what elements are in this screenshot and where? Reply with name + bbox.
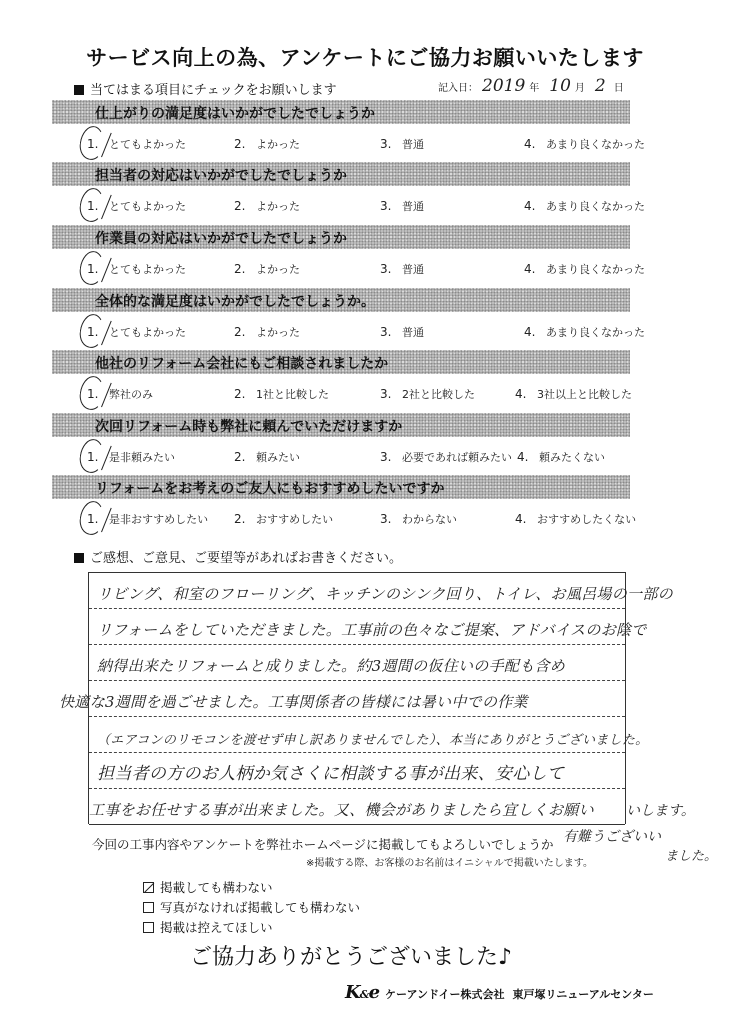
handwritten-thanks: 有難うございい bbox=[563, 829, 661, 845]
option-label: 弊社のみ bbox=[109, 388, 153, 401]
option-num: 2. bbox=[234, 387, 246, 401]
option-label: 1社と比較した bbox=[256, 388, 329, 401]
option-num: 2. bbox=[234, 512, 246, 526]
date-day[interactable]: 2 bbox=[594, 76, 606, 96]
page-title: サービス向上の為、アンケートにご協力お願いいたします bbox=[86, 46, 644, 70]
handwritten-text: 担当者の方のお人柄か気さくに相談する事が出来、安心して bbox=[97, 764, 565, 784]
option-num: 1. bbox=[87, 450, 99, 464]
comment-line bbox=[89, 753, 625, 789]
question-title: 全体的な満足度はいかがでしたでしょうか。 bbox=[95, 294, 375, 310]
comments-heading-text: ご感想、ご意見、ご要望等があればお書きください。 bbox=[90, 551, 403, 566]
option-label: とてもよかった bbox=[109, 138, 186, 151]
consent-option-3[interactable] bbox=[143, 918, 273, 936]
handwritten-text: リフォームをしていただきました。工事前の色々なご提案、アドバイスのお陰で bbox=[97, 621, 647, 639]
option-4[interactable] bbox=[515, 511, 636, 527]
question-title: リフォームをお考えのご友人にもおすすめしたいですか bbox=[95, 481, 445, 497]
checkbox-icon[interactable] bbox=[143, 922, 154, 933]
option-num: 3. bbox=[380, 450, 392, 464]
option-num: 2. bbox=[234, 325, 246, 339]
checkbox-icon[interactable] bbox=[143, 902, 154, 913]
checkbox-checked-icon[interactable] bbox=[143, 882, 154, 893]
option-num: 1. bbox=[87, 199, 99, 213]
option-2[interactable] bbox=[234, 261, 300, 277]
option-label: 普通 bbox=[402, 263, 424, 276]
option-4[interactable] bbox=[524, 136, 645, 152]
question-title: 担当者の対応はいかがでしたでしょうか bbox=[95, 168, 347, 184]
option-3[interactable] bbox=[380, 324, 424, 340]
company-footer bbox=[345, 982, 654, 1003]
question-banner bbox=[52, 475, 630, 499]
month-unit: 月 bbox=[574, 83, 585, 94]
logo-e: e bbox=[368, 982, 380, 1003]
option-label: あまり良くなかった bbox=[546, 263, 645, 276]
day-unit: 日 bbox=[613, 83, 624, 94]
option-num: 3. bbox=[380, 325, 392, 339]
date-label: 記入日： bbox=[438, 83, 478, 94]
option-num: 2. bbox=[234, 199, 246, 213]
handwritten-text: 納得出来たリフォームと成りました。約3週間の仮住いの手配も含め bbox=[97, 657, 566, 675]
option-label: よかった bbox=[256, 326, 300, 339]
option-num: 3. bbox=[380, 387, 392, 401]
option-1[interactable] bbox=[87, 449, 175, 465]
publication-note: ※掲載する際、お客様のお名前はイニシャルで掲載いたします。 bbox=[306, 858, 593, 869]
instruction-text: 当てはまる項目にチェックをお願いします bbox=[90, 83, 337, 98]
publication-question: 今回の工事内容やアンケートを弊社ホームページに掲載してもよろしいでしょうか bbox=[92, 837, 554, 852]
option-4[interactable] bbox=[515, 386, 632, 402]
option-label: 是非頼みたい bbox=[109, 451, 175, 464]
option-num: 4. bbox=[524, 199, 536, 213]
handwritten-text: （エアコンのリモコンを渡せず申し訳ありませんでした）、本当にありがとうございました。 bbox=[97, 733, 649, 748]
option-num: 2. bbox=[234, 262, 246, 276]
option-label: 必要であれば頼みたい bbox=[402, 451, 512, 464]
option-2[interactable] bbox=[234, 198, 300, 214]
option-num: 3. bbox=[380, 137, 392, 151]
handwritten-overflow: いします。 bbox=[626, 803, 695, 819]
option-num: 3. bbox=[380, 199, 392, 213]
question-title: 仕上がりの満足度はいかがでしたでしょうか bbox=[95, 106, 375, 122]
option-label: わからない bbox=[402, 513, 457, 526]
option-label: 3社以上と比較した bbox=[537, 388, 632, 401]
option-3[interactable] bbox=[380, 386, 475, 402]
option-num: 4. bbox=[515, 512, 527, 526]
comments-heading bbox=[74, 547, 402, 566]
option-label: とてもよかった bbox=[109, 326, 186, 339]
option-label: よかった bbox=[256, 200, 300, 213]
comment-line bbox=[59, 681, 625, 717]
option-label: 頼みたい bbox=[256, 451, 300, 464]
option-num: 3. bbox=[380, 512, 392, 526]
option-num: 1. bbox=[87, 512, 99, 526]
question-banner bbox=[52, 413, 630, 437]
company-logo bbox=[345, 982, 379, 1003]
consent-option-1[interactable] bbox=[143, 878, 273, 896]
option-2[interactable] bbox=[234, 511, 333, 527]
option-label: 頼みたくない bbox=[539, 451, 605, 464]
option-num: 1. bbox=[87, 325, 99, 339]
option-num: 4. bbox=[515, 387, 527, 401]
square-bullet-icon bbox=[74, 553, 84, 563]
option-num: 3. bbox=[380, 262, 392, 276]
logo-k: K bbox=[345, 982, 360, 1003]
question-title: 他社のリフォーム会社にもご相談されましたか bbox=[95, 356, 389, 372]
consent-option-2[interactable] bbox=[143, 898, 360, 916]
option-label: よかった bbox=[256, 263, 300, 276]
option-label: おすすめしたい bbox=[256, 513, 334, 526]
option-3[interactable] bbox=[380, 136, 424, 152]
handwritten-thanks-2: ました。 bbox=[665, 849, 718, 864]
handwritten-text: 快適な3週間を過ごせました。工事関係者の皆様には暑い中での作業 bbox=[59, 693, 528, 711]
option-label: あまり良くなかった bbox=[546, 138, 645, 151]
option-3[interactable] bbox=[380, 261, 424, 277]
option-num: 4. bbox=[524, 325, 536, 339]
option-3[interactable] bbox=[380, 198, 424, 214]
question-banner bbox=[52, 288, 630, 312]
option-num: 1. bbox=[87, 387, 99, 401]
option-4[interactable] bbox=[524, 261, 645, 277]
question-banner bbox=[52, 100, 630, 124]
option-num: 4. bbox=[524, 262, 536, 276]
option-label: 普通 bbox=[402, 200, 424, 213]
option-label: とてもよかった bbox=[109, 263, 186, 276]
comment-line bbox=[89, 717, 649, 753]
option-label: おすすめしたくない bbox=[537, 513, 637, 526]
option-label: とてもよかった bbox=[109, 200, 186, 213]
option-1[interactable] bbox=[87, 511, 208, 527]
option-1[interactable] bbox=[87, 324, 186, 340]
instruction bbox=[74, 79, 337, 98]
comment-line bbox=[89, 645, 625, 681]
option-num: 2. bbox=[234, 137, 246, 151]
option-2[interactable] bbox=[234, 324, 300, 340]
date-year[interactable]: 2019 bbox=[482, 76, 526, 96]
option-1[interactable] bbox=[87, 136, 186, 152]
logo-amp: & bbox=[359, 988, 369, 1001]
entry-date bbox=[438, 76, 624, 96]
question-banner bbox=[52, 162, 630, 186]
comment-line bbox=[89, 609, 647, 645]
option-label: 2社と比較した bbox=[402, 388, 475, 401]
comment-line bbox=[89, 789, 625, 825]
question-banner bbox=[52, 350, 630, 374]
closing-thanks: ご協力ありがとうございました♪ bbox=[190, 945, 513, 970]
option-2[interactable] bbox=[234, 136, 300, 152]
option-label: 普通 bbox=[402, 326, 424, 339]
option-4[interactable] bbox=[517, 449, 605, 465]
handwritten-text: リビング、和室のフローリング、キッチンのシンク回り、トイレ、お風呂場の一部の bbox=[97, 585, 673, 603]
date-month[interactable]: 10 bbox=[549, 76, 571, 96]
consent-label: 写真がなければ掲載しても構わない bbox=[160, 900, 361, 915]
option-1[interactable] bbox=[87, 198, 186, 214]
option-label: あまり良くなかった bbox=[546, 326, 645, 339]
option-num: 1. bbox=[87, 137, 99, 151]
consent-label: 掲載しても構わない bbox=[160, 880, 273, 895]
option-2[interactable] bbox=[234, 386, 329, 402]
option-4[interactable] bbox=[524, 324, 645, 340]
center-name: 東戸塚リニューアルセンター bbox=[512, 988, 654, 1001]
option-1[interactable] bbox=[87, 261, 186, 277]
option-num: 4. bbox=[524, 137, 536, 151]
question-title: 次回リフォーム時も弊社に頼んでいただけますか bbox=[95, 419, 403, 435]
option-1[interactable] bbox=[87, 386, 153, 402]
year-unit: 年 bbox=[529, 83, 540, 94]
consent-label: 掲載は控えてほしい bbox=[160, 920, 273, 935]
option-label: よかった bbox=[256, 138, 300, 151]
option-label: 是非おすすめしたい bbox=[109, 513, 209, 526]
option-3[interactable] bbox=[380, 449, 512, 465]
question-banner bbox=[52, 225, 630, 249]
square-bullet-icon bbox=[74, 85, 84, 95]
option-label: 普通 bbox=[402, 138, 424, 151]
option-num: 2. bbox=[234, 450, 246, 464]
handwritten-text: 工事をお任せする事が出来ました。又、機会がありましたら宜しくお願い bbox=[89, 801, 594, 819]
company-name: ケーアンドイー株式会社 bbox=[385, 988, 505, 1001]
option-2[interactable] bbox=[234, 449, 300, 465]
comment-line bbox=[89, 573, 673, 609]
option-num: 1. bbox=[87, 262, 99, 276]
option-3[interactable] bbox=[380, 511, 457, 527]
option-label: あまり良くなかった bbox=[546, 200, 645, 213]
option-4[interactable] bbox=[524, 198, 645, 214]
question-title: 作業員の対応はいかがでしたでしょうか bbox=[95, 231, 347, 247]
option-num: 4. bbox=[517, 450, 529, 464]
